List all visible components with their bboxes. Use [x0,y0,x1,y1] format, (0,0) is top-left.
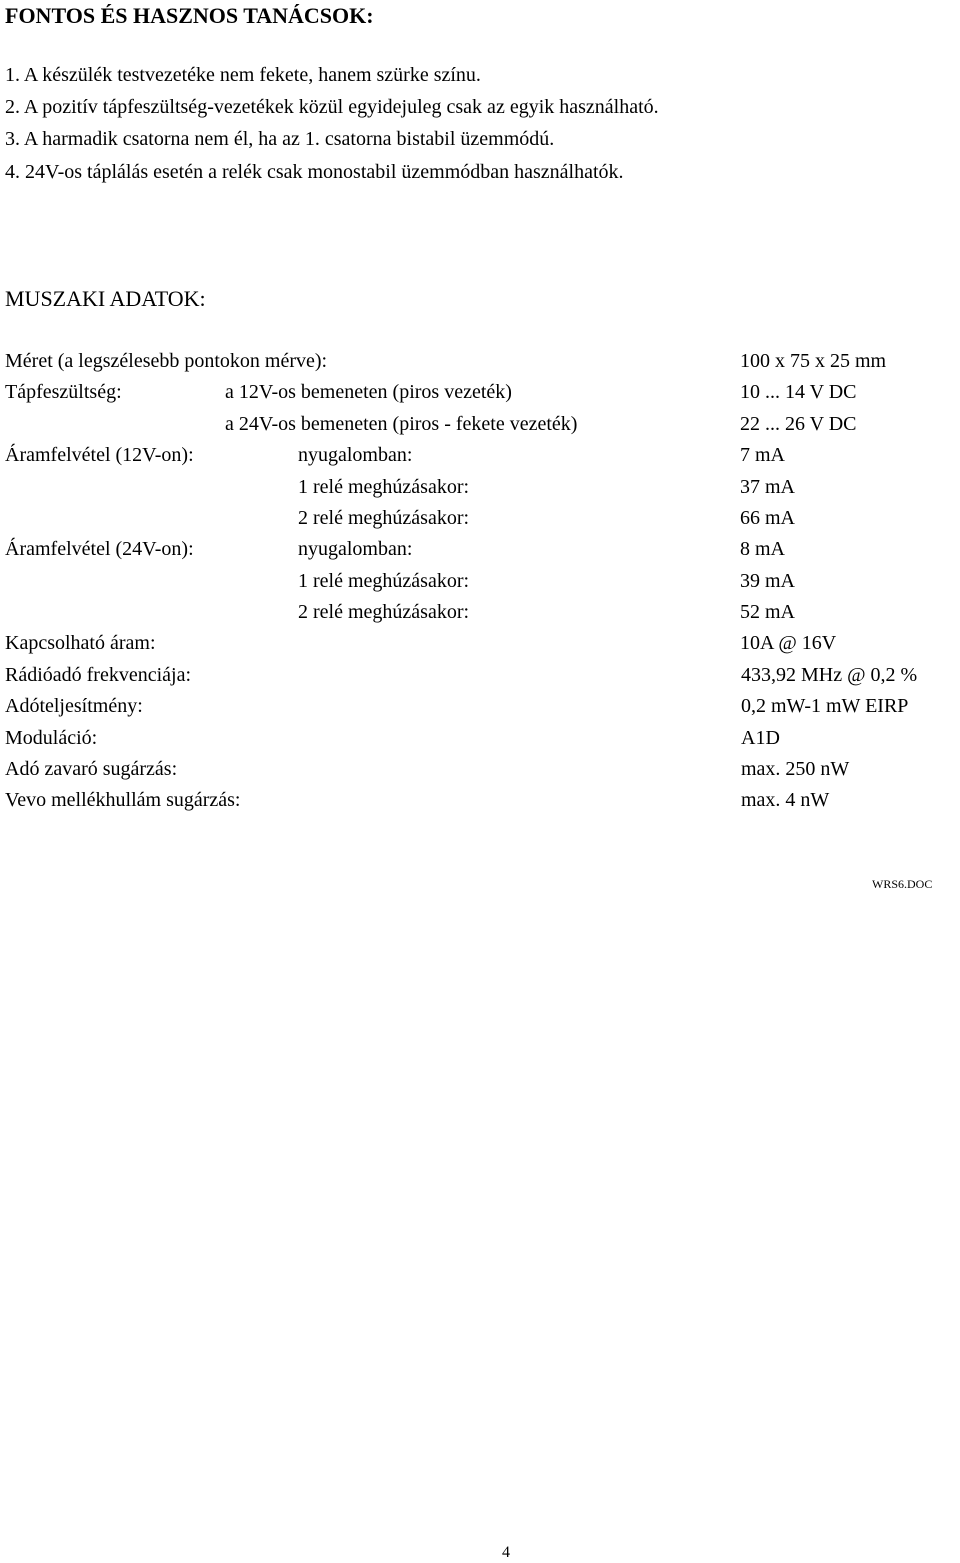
spec-value: 0,2 mW-1 mW EIRP [741,695,909,717]
spec-row [0,726,960,756]
spec-row [0,349,960,379]
spec-value: 66 mA [740,507,795,529]
spec-row [0,412,960,442]
spec-label: Rádióadó frekvenciája: [5,664,192,686]
spec-value: 22 ... 26 V DC [740,413,857,435]
spec-condition: 2 relé meghúzásakor: [298,507,470,529]
specs-heading: MUSZAKI ADATOK: [5,286,206,311]
spec-row [0,694,960,724]
spec-value: max. 4 nW [741,789,830,811]
spec-row [0,600,960,630]
document-filename: WRS6.DOC [872,877,933,891]
spec-row [0,380,960,410]
spec-label: Tápfeszültség: [5,381,122,403]
spec-row [0,443,960,473]
spec-condition: 1 relé meghúzásakor: [298,476,470,498]
tip-item: 4. 24V-os táplálás esetén a relék csak monostabil üzemmódban használhatók. [5,161,624,183]
spec-row [0,631,960,661]
tip-item: 1. A készülék testvezetéke nem fekete, hanem szürke színu. [5,64,481,86]
spec-row [0,788,960,818]
tip-item: 2. A pozitív tápfeszültség-vezetékek közül egyidejuleg csak az egyik használható. [5,96,659,118]
spec-label: Áramfelvétel (24V-on): [5,538,194,560]
spec-value: 100 x 75 x 25 mm [740,350,887,372]
spec-value: 39 mA [740,570,795,592]
spec-value: 37 mA [740,476,795,498]
spec-value: 433,92 MHz @ 0,2 % [741,664,918,686]
spec-row [0,569,960,599]
spec-label: Moduláció: [5,727,98,749]
spec-label: Méret (a legszélesebb pontokon mérve): [5,350,328,372]
spec-condition: nyugalomban: [298,444,413,466]
tip-item: 3. A harmadik csatorna nem él, ha az 1. csatorna bistabil üzemmódú. [5,128,555,150]
spec-label: Kapcsolható áram: [5,632,156,654]
spec-value: A1D [741,727,780,749]
spec-value: 10 ... 14 V DC [740,381,857,403]
spec-condition: 2 relé meghúzásakor: [298,601,470,623]
spec-condition: a 12V-os bemeneten (piros vezeték) [225,381,512,403]
spec-condition: nyugalomban: [298,538,413,560]
spec-value: max. 250 nW [741,758,850,780]
spec-row [0,757,960,787]
spec-value: 10A @ 16V [740,632,837,654]
page-number: 4 [502,1544,510,1561]
spec-label: Áramfelvétel (12V-on): [5,444,194,466]
spec-label: Adó zavaró sugárzás: [5,758,178,780]
spec-condition: 1 relé meghúzásakor: [298,570,470,592]
spec-value: 7 mA [740,444,785,466]
spec-row [0,537,960,567]
spec-row [0,663,960,693]
spec-row [0,506,960,536]
spec-value: 8 mA [740,538,785,560]
spec-label: Adóteljesítmény: [5,695,143,717]
page-heading: FONTOS ÉS HASZNOS TANÁCSOK: [5,3,374,28]
spec-condition: a 24V-os bemeneten (piros - fekete vezeték) [225,413,578,435]
spec-value: 52 mA [740,601,795,623]
spec-row [0,475,960,505]
spec-label: Vevo mellékhullám sugárzás: [5,789,241,811]
